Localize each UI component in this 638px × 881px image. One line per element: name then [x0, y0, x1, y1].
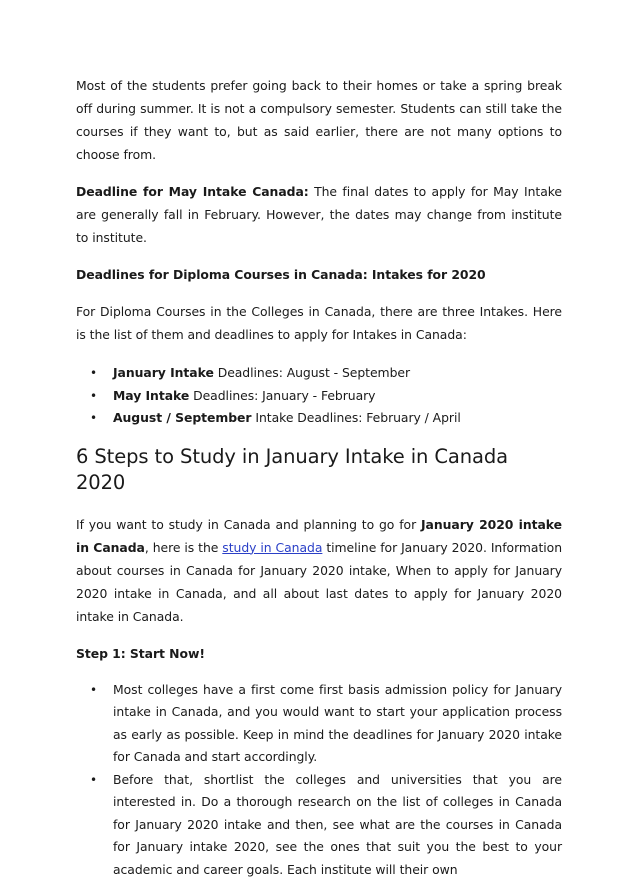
list-item: [76, 679, 562, 769]
diploma-heading: [76, 263, 562, 286]
intro-text-3: timeline for January 2020. Information about courses in Canada for January 2020 intake, When to apply for January 2020 intake in Canada, and all about last dates to apply for January 2020 intake in Canada.: [76, 540, 562, 624]
intake-name: May Intake: [113, 388, 189, 403]
intake-name: January Intake: [113, 365, 214, 380]
intake-deadline: Deadlines: January - February: [189, 388, 375, 403]
intro-text-1: If you want to study in Canada and planning to go for: [76, 517, 421, 532]
may-deadline-label: Deadline for May Intake Canada:: [76, 184, 309, 199]
bullet-icon: •: [90, 385, 97, 408]
paragraph-summer: Most of the students prefer going back to their homes or take a spring break off during summer. It is not a compulsory semester. Students can still take the courses if they want to, but as said earlier, there are not many options to choose from.: [76, 74, 562, 166]
intake-deadline: Deadlines: August - September: [214, 365, 410, 380]
intake-deadline: Intake Deadlines: February / April: [251, 410, 460, 425]
list-item: [76, 385, 562, 408]
study-in-canada-link[interactable]: study in Canada: [222, 540, 322, 555]
step1-list: [76, 679, 562, 881]
step1-heading: [76, 642, 562, 665]
bullet-icon: •: [90, 769, 97, 792]
list-item: [76, 362, 562, 385]
intro-text-2: , here is the: [145, 540, 222, 555]
section-heading: 6 Steps to Study in January Intake in Canada 2020: [76, 444, 562, 496]
step1-heading-text: Step 1: Start Now!: [76, 646, 205, 661]
intake-name: August / September: [113, 410, 251, 425]
paragraph-intro: [76, 513, 562, 628]
intake-list: [76, 362, 562, 430]
paragraph-diploma: For Diploma Courses in the Colleges in Canada, there are three Intakes. Here is the list of them and deadlines to apply for Intakes in Canada:: [76, 300, 562, 346]
may-deadline-text: The final dates to apply for May Intake are generally fall in February. However, the dates may change from institute to institute.: [76, 184, 562, 245]
bullet-icon: •: [90, 362, 97, 385]
diploma-heading-text: Deadlines for Diploma Courses in Canada: Intakes for 2020: [76, 267, 486, 282]
paragraph-may-deadline: [76, 180, 562, 249]
step1-item-text: Before that, shortlist the colleges and universities that you are interested in. Do a thorough research on the list of colleges in Canada for January 2020 intake and then, see what are the courses in Canada for January intake 2020, see the ones that suit you the best to your academic and career goals. Each institute will their own: [113, 772, 562, 877]
list-item: [76, 407, 562, 430]
step1-item-text: Most colleges have a first come first basis admission policy for January intake in Canada, and you would want to start your application process as early as possible. Keep in mind the deadlines for January 2020 intake for Canada and start accordingly.: [113, 682, 562, 765]
intro-bold: January 2020 intake in Canada: [76, 517, 562, 555]
list-item: [76, 769, 562, 881]
bullet-icon: •: [90, 679, 97, 702]
bullet-icon: •: [90, 407, 97, 430]
